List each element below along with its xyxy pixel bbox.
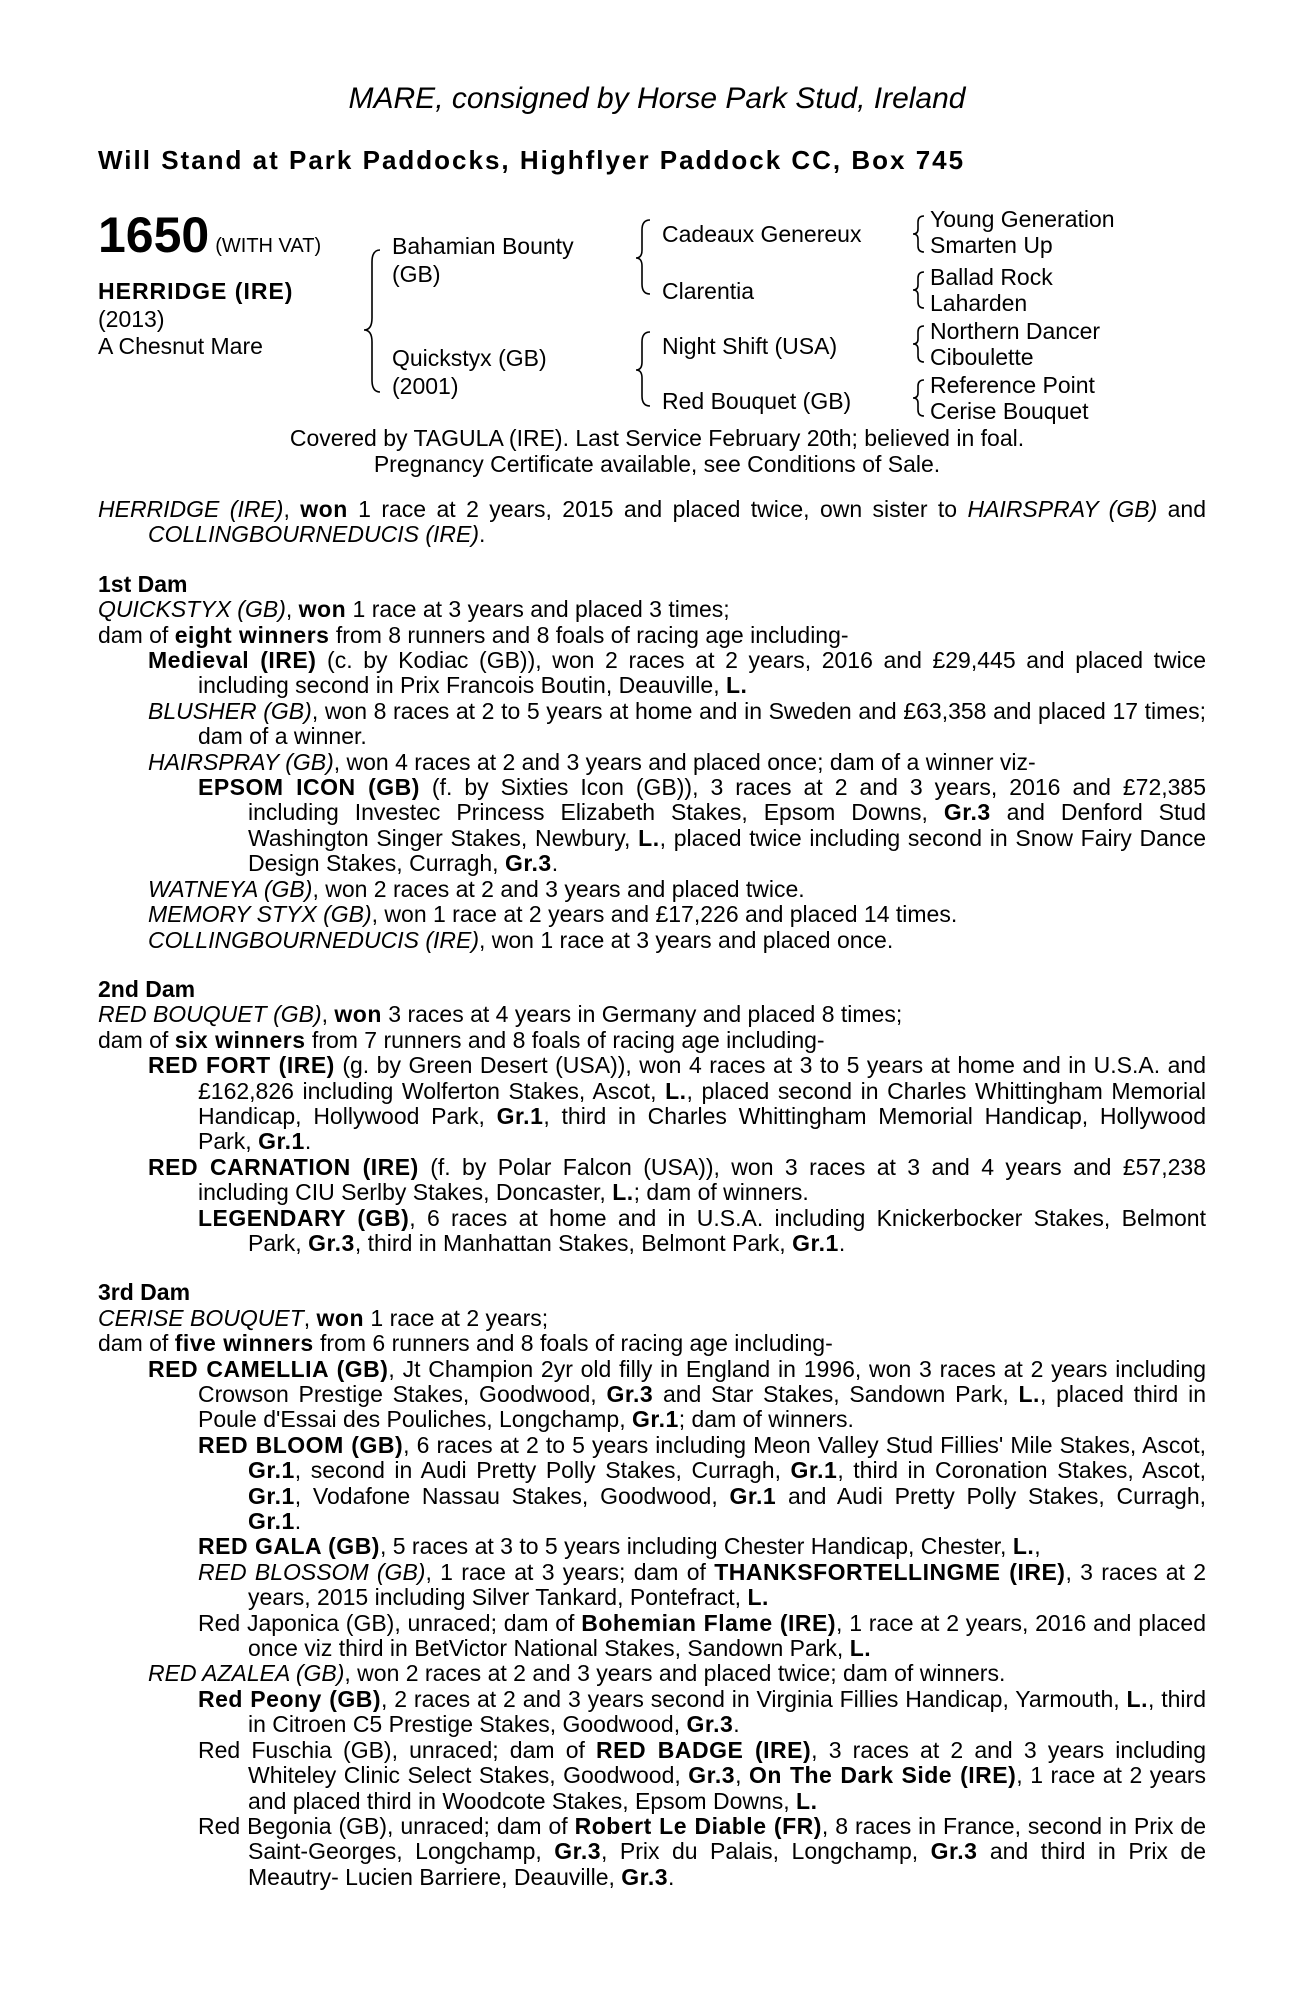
list-item: MEMORY STYX (GB), won 1 race at 2 years and £17,226 and placed 14 times. (148, 901, 958, 928)
pedigree-sire-sire: Cadeaux Genereux (662, 221, 862, 247)
list-item: Red Fuschia (GB), unraced; dam of RED BADGE (IRE), 3 races at 2 and 3 years including Whiteley Clinic Select Stakes, Goodwood, Gr.3, On The Dark Side (IRE), 1 race at 2 years and placed third in Woodcote Stakes, Epsom Downs, L. (198, 1736, 1207, 1814)
horse-name: HERRIDGE (IRE) (98, 278, 294, 304)
horse-year: (2013) (98, 306, 165, 332)
intro-paragraph: HERRIDGE (IRE), won 1 race at 2 years, 2015 and placed twice, own sister to HAIRSPRAY (GB) and COLLINGBOURNEDUCIS (IRE). (98, 496, 1207, 548)
list-item: Red Peony (GB), 2 races at 2 and 3 years second in Virginia Fillies Handicap, Yarmouth, L., third in Citroen C5 Prestige Stakes, Goodwood, Gr.3. (198, 1685, 1206, 1738)
list-item: RED CAMELLIA (GB), Jt Champion 2yr old filly in England in 1996, won 3 races at 2 years including Crowson Prestige Stakes, Goodwood, Gr.3 and Star Stakes, Sandown Park, L., placed third in Poule d'Essai des Pouliches, Longchamp, Gr.1; dam of winners. (148, 1355, 1207, 1433)
pedigree-dss: Northern Dancer (930, 318, 1101, 344)
consignor-heading: MARE, consigned by Horse Park Stud, Ireland (348, 82, 966, 115)
pedigree-brackets (0, 0, 1314, 480)
pedigree-ssd: Smarten Up (930, 232, 1053, 258)
list-item: Red Begonia (GB), unraced; dam of Robert Le Diable (FR), 8 races in France, second in Prix de Saint-Georges, Longchamp, Gr.3, Prix du Palais, Longchamp, Gr.3 and third in Prix de Meautry- Lucien Barriere, Deauville, Gr.3. (198, 1812, 1206, 1890)
pedigree-dsd: Ciboulette (930, 344, 1034, 370)
list-item: RED AZALEA (GB), won 2 races at 2 and 3 years and placed twice; dam of winners. (148, 1660, 1006, 1687)
pedigree-sire-origin: (GB) (392, 261, 441, 287)
pedigree-dam-dam: Red Bouquet (GB) (662, 388, 852, 414)
pedigree-ddd: Cerise Bouquet (930, 398, 1089, 424)
pedigree-dam-year: (2001) (392, 373, 459, 399)
stand-location: Will Stand at Park Paddocks, Highflyer Paddock CC, Box 745 (98, 145, 966, 175)
covered-note: Covered by TAGULA (IRE). Last Service February 20th; believed in foal. (289, 425, 1025, 451)
catalogue-body (98, 497, 1206, 1890)
lot-number-value: 1650 (98, 207, 210, 263)
list-item: LEGENDARY (GB), 6 races at home and in U.S.A. including Knickerbocker Stakes, Belmont Park, Gr.3, third in Manhattan Stakes, Belmont Park, Gr.1. (198, 1204, 1206, 1256)
vat-note: (WITH VAT) (215, 235, 322, 257)
list-item: RED FORT (IRE) (g. by Green Desert (USA)), won 4 races at 3 to 5 years at home and in U.S.A. and £162,826 including Wolferton Stakes, Ascot, L., placed second in Charles Whittingham Memorial Handicap, Hollywood Park, Gr.1, third in Charles Whittingham Memorial Handicap, Hollywood Park, Gr.1. (148, 1052, 1206, 1155)
list-item: RED BLOSSOM (GB), 1 race at 3 years; dam of THANKSFORTELLINGME (IRE), 3 races at 2 years, 2015 including Silver Tankard, Pontefract, L. (198, 1558, 1207, 1611)
second-dam-produce: dam of six winners from 7 runners and 8 foals of racing age including- (98, 1026, 825, 1053)
list-item: BLUSHER (GB), won 8 races at 2 to 5 years at home and in Sweden and £63,358 and placed 17 times; dam of a winner. (148, 697, 1206, 750)
pedigree-dds: Reference Point (930, 372, 1095, 398)
list-item: Medieval (IRE) (c. by Kodiac (GB)), won 2 races at 2 years, 2016 and £29,445 and placed twice including second in Prix Francois Boutin, Deauville, L. (148, 647, 1206, 699)
pregnancy-note: Pregnancy Certificate available, see Conditions of Sale. (373, 451, 941, 477)
pedigree-dam-sire: Night Shift (USA) (662, 333, 838, 359)
horse-description: A Chesnut Mare (98, 333, 263, 359)
first-dam-heading: 1st Dam (98, 570, 188, 597)
second-dam-heading: 2nd Dam (98, 975, 196, 1002)
third-dam-produce: dam of five winners from 6 runners and 8 foals of racing age including- (98, 1330, 833, 1357)
pedigree-sdd: Laharden (930, 290, 1028, 316)
second-dam-line: RED BOUQUET (GB), won 3 races at 4 years in Germany and placed 8 times; (98, 1001, 903, 1028)
list-item: WATNEYA (GB), won 2 races at 2 and 3 years and placed twice. (148, 875, 805, 902)
list-item: EPSOM ICON (GB) (f. by Sixties Icon (GB)), 3 races at 2 and 3 years, 2016 and £72,385 including Investec Princess Elizabeth Stakes, Epsom Downs, Gr.3 and Denford Stud Washington Singer Stakes, Newbury, L., placed twice including second in Snow Fairy Dance Design Stakes, Curragh, Gr.3. (198, 774, 1206, 877)
list-item: RED BLOOM (GB), 6 races at 2 to 5 years including Meon Valley Stud Fillies' Mile Stakes, Ascot, Gr.1, second in Audi Pretty Polly Stakes, Curragh, Gr.1, third in Coronation Stakes, Ascot, Gr.1, Vodafone Nassau Stakes, Goodwood, Gr.1 and Audi Pretty Polly Stakes, Curragh, Gr.1. (198, 1431, 1206, 1535)
pedigree-sire-dam: Clarentia (662, 278, 755, 304)
list-item: RED CARNATION (IRE) (f. by Polar Falcon (USA)), won 3 races at 3 and 4 years and £57,238 including CIU Serlby Stakes, Doncaster, L.; dam of winners. (148, 1153, 1206, 1206)
pedigree-sds: Ballad Rock (930, 264, 1053, 290)
list-item: Red Japonica (GB), unraced; dam of Bohemian Flame (IRE), 1 race at 2 years, 2016 and placed once viz third in BetVictor National Stakes, Sandown Park, L. (198, 1609, 1206, 1662)
list-item: HAIRSPRAY (GB), won 4 races at 2 and 3 years and placed once; dam of a winner viz- (148, 748, 1036, 775)
third-dam-line: CERISE BOUQUET, won 1 race at 2 years; (98, 1304, 549, 1331)
pedigree-sire: Bahamian Bounty (392, 233, 574, 259)
list-item: RED GALA (GB), 5 races at 3 to 5 years including Chester Handicap, Chester, L., (198, 1533, 1041, 1560)
list-item: COLLINGBOURNEDUCIS (IRE), won 1 race at 3 years and placed once. (148, 926, 894, 953)
pedigree-dam: Quickstyx (GB) (392, 345, 547, 371)
pedigree-sss: Young Generation (930, 206, 1115, 232)
first-dam-produce: dam of eight winners from 8 runners and 8 foals of racing age including- (98, 621, 849, 648)
third-dam-heading: 3rd Dam (98, 1279, 191, 1306)
first-dam-line: QUICKSTYX (GB), won 1 race at 3 years and placed 3 times; (98, 596, 730, 623)
